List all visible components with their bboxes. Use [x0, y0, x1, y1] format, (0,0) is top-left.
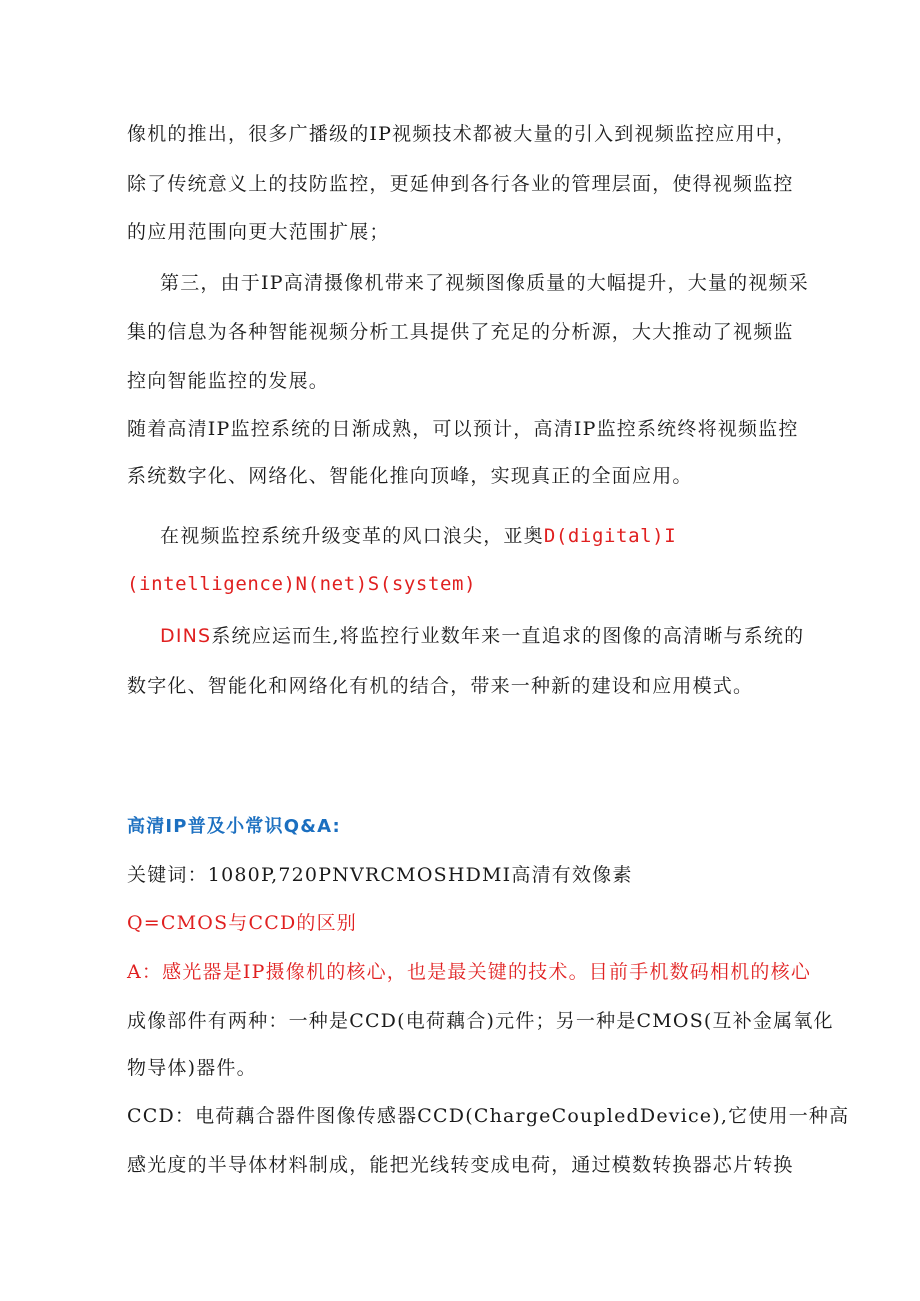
paragraph-3-line-2: 系统数字化、网络化、智能化推向顶峰，实现真正的全面应用。 — [127, 465, 693, 487]
qa-heading: 高清IP普及小常识Q&A: — [127, 816, 341, 837]
dins-expansion-term: (intelligence)N(net)S(system) — [127, 573, 477, 595]
qa-answer-line-1: A：感光器是IP摄像机的核心，也是最关键的技术。目前手机数码相机的核心 — [127, 961, 812, 983]
paragraph-4-line-4: 数字化、智能化和网络化有机的结合，带来一种新的建设和应用模式。 — [127, 675, 754, 697]
ccd-description-line-1: CCD：电荷藕合器件图像传感器CCD(ChargeCoupledDevice),它使用一种高 — [127, 1105, 850, 1127]
qa-answer-line-3: 物导体)器件。 — [127, 1057, 257, 1079]
paragraph-1-line-2: 除了传统意义上的技防监控，更延伸到各行各业的管理层面，使得视频监控 — [127, 173, 794, 195]
qa-keywords: 关键词：1080P,720PNVRCMOSHDMI高清有效像素 — [127, 864, 633, 886]
paragraph-4-line-1 — [160, 523, 676, 549]
paragraph-2-line-1: 第三，由于IP高清摄像机带来了视频图像质量的大幅提升，大量的视频采 — [160, 272, 809, 294]
paragraph-4-line-3 — [160, 623, 804, 649]
dins-acronym: DINS — [160, 625, 212, 647]
paragraph-2-line-2: 集的信息为各种智能视频分析工具提供了充足的分析源，大大推动了视频监 — [127, 321, 794, 343]
paragraph-1-line-3: 的应用范围向更大范围扩展； — [127, 221, 390, 243]
paragraph-4-line-3-text: 系统应运而生,将监控行业数年来一直追求的图像的高清晰与系统的 — [211, 625, 805, 647]
dins-digital-term: D(digital)I — [543, 525, 677, 547]
ccd-description-line-2: 感光度的半导体材料制成，能把光线转变成电荷，通过模数转换器芯片转换 — [127, 1154, 794, 1176]
paragraph-1-line-1: 像机的推出，很多广播级的IP视频技术都被大量的引入到视频监控应用中， — [127, 123, 797, 145]
paragraph-3-line-1: 随着高清IP监控系统的日渐成熟，可以预计，高清IP监控系统终将视频监控 — [127, 418, 799, 440]
paragraph-2-line-3: 控向智能监控的发展。 — [127, 370, 330, 392]
qa-question: Q=CMOS与CCD的区别 — [127, 912, 357, 934]
paragraph-4-intro-text: 在视频监控系统升级变革的风口浪尖，亚奥 — [160, 525, 544, 547]
qa-answer-line-2: 成像部件有两种：一种是CCD(电荷藕合)元件；另一种是CMOS(互补金属氧化 — [127, 1010, 834, 1032]
